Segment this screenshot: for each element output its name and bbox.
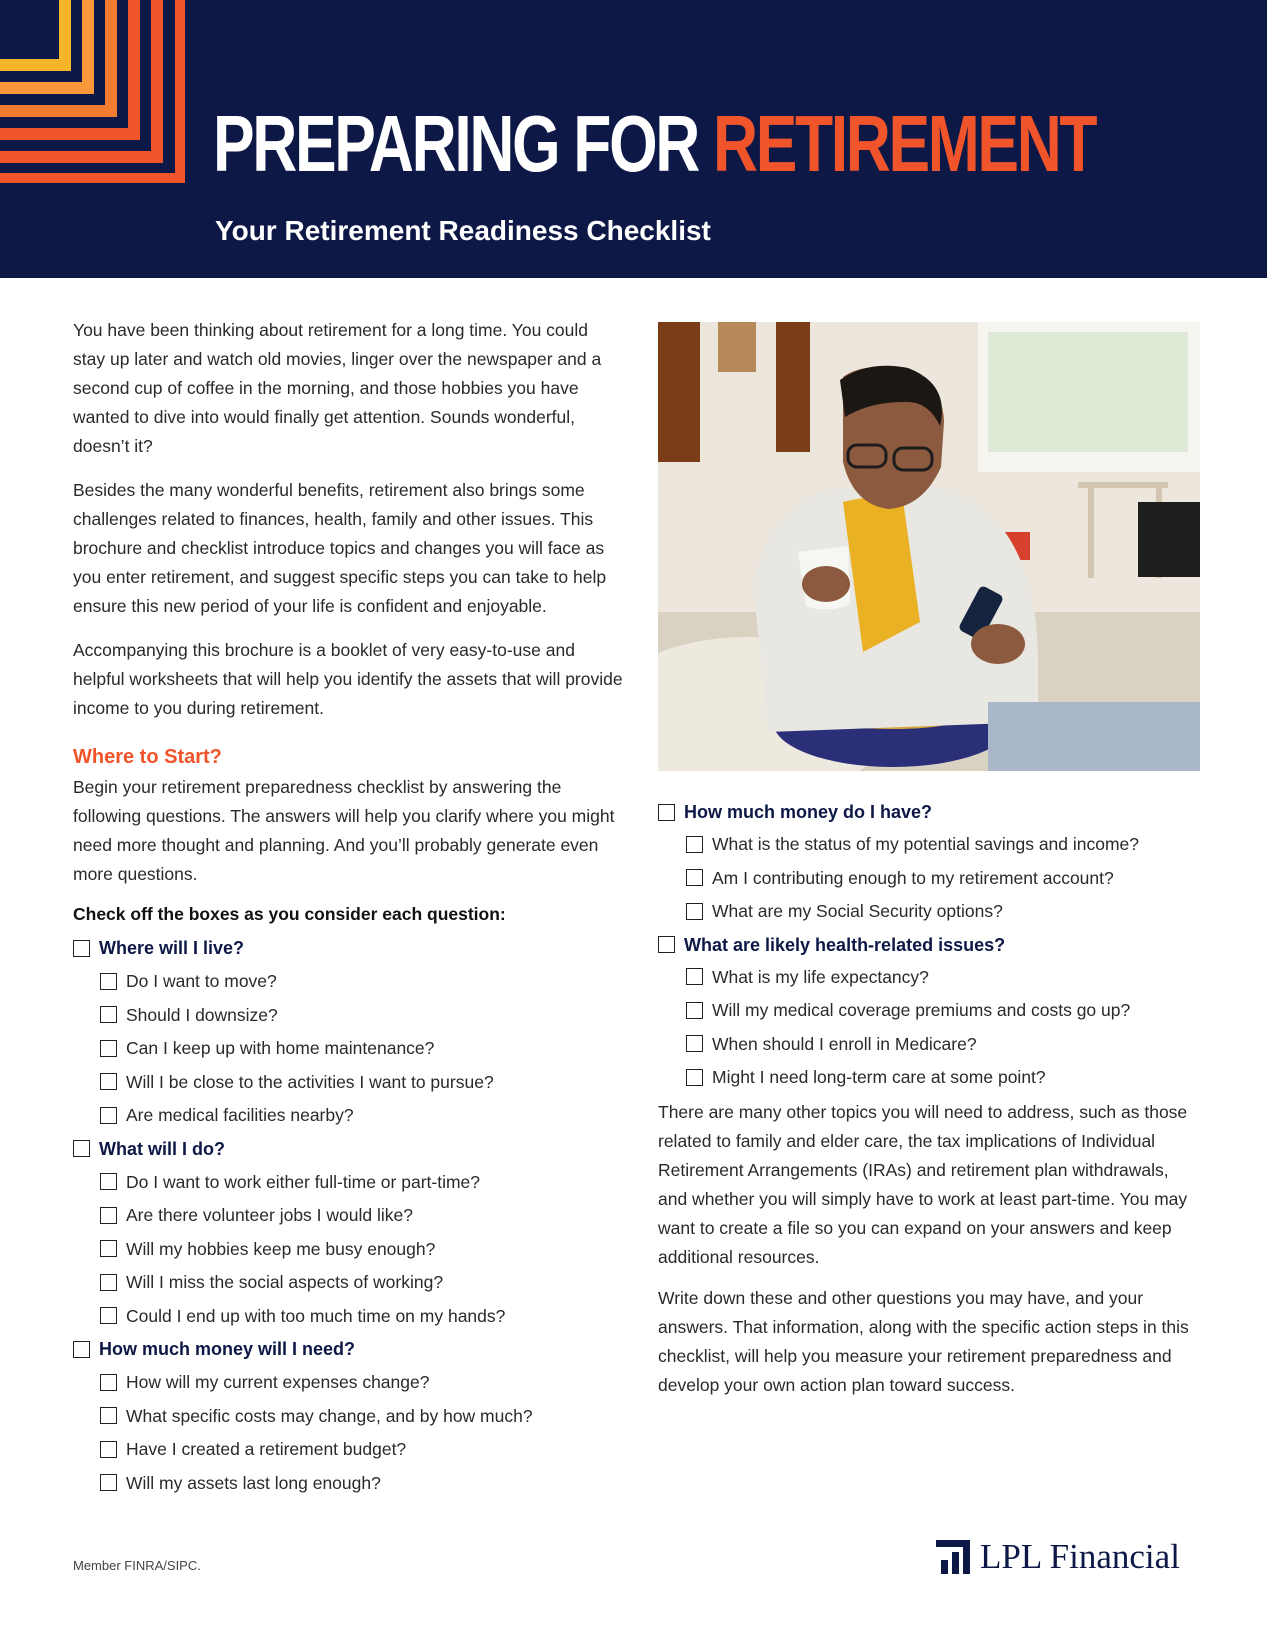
checkbox[interactable] [100,1040,117,1057]
title-main: PREPARING FOR [213,99,713,188]
checklist-item[interactable]: Could I end up with too much time on my hands? [100,1303,623,1329]
decorative-stripes-icon [0,0,200,190]
member-disclosure: Member FINRA/SIPC. [73,1558,201,1573]
checklist-group [73,935,623,1128]
checkbox[interactable] [658,804,675,821]
checkbox[interactable] [73,1341,90,1358]
checklist-question[interactable]: How much money do I have? [658,799,1200,825]
checklist-item[interactable]: Might I need long-term care at some point? [686,1064,1200,1090]
checkbox[interactable] [100,973,117,990]
checklist-item[interactable]: How will my current expenses change? [100,1369,623,1395]
checkbox[interactable] [100,1441,117,1458]
intro-paragraph: Besides the many wonderful benefits, retirement also brings some challenges related to finances, health, family and other issues. This brochure and checklist introduce topics and changes you will face as you enter retirement, and suggest specific steps you can take to help ensure this new period of your life is confident and enjoyable. [73,480,607,616]
checkbox[interactable] [100,1407,117,1424]
closing-paragraph: Write down these and other questions you may have, and your answers. That information, along with the specific action steps in this checklist, will help you measure your retirement preparedness and develop your own action plan toward success. [658,1287,1189,1395]
checkbox[interactable] [686,1069,703,1086]
checkbox[interactable] [686,1002,703,1019]
checklist-instruction: Check off the boxes as you consider each question: [73,904,506,924]
photo-man-with-coffee-and-phone-icon [658,322,1200,771]
checkbox[interactable] [100,1274,117,1291]
checklist-item[interactable]: Should I downsize? [100,1002,623,1028]
checklist-group [658,932,1200,1091]
checkbox[interactable] [686,836,703,853]
page-subtitle: Your Retirement Readiness Checklist [215,215,711,246]
checkbox[interactable] [686,1035,703,1052]
intro-paragraph: Accompanying this brochure is a booklet of very easy-to-use and helpful worksheets that will help you identify the assets that will provide income to you during retirement. [73,640,623,718]
intro-paragraph: You have been thinking about retirement for a long time. You could stay up later and watch old movies, linger over the newspaper and a second cup of coffee in the morning, and those hobbies you have wanted to dive into would finally get attention. Sounds wonderful, doesn’t it? [73,320,602,456]
start-paragraph: Begin your retirement preparedness checklist by answering the following questions. The answers will help you clarify where you might need more thought and planning. And you’ll probably generate even more questions. [73,777,615,884]
header-banner [0,0,1267,278]
checkbox[interactable] [658,936,675,953]
lpl-logo[interactable] [936,1537,1180,1577]
checklist-item[interactable]: What is the status of my potential savings and income? [686,831,1200,857]
checklist-question[interactable]: Where will I live? [73,935,623,961]
checkbox[interactable] [100,1107,117,1124]
checkbox[interactable] [100,1307,117,1324]
checkbox[interactable] [73,940,90,957]
checkbox[interactable] [100,1240,117,1257]
checkbox[interactable] [686,869,703,886]
checklist-item[interactable]: Are there volunteer jobs I would like? [100,1202,623,1228]
closing-paragraph: There are many other topics you will need to address, such as those related to family and elder care, the tax implications of Individual Retirement Arrangements (IRAs) and retirement plan withdrawals, and whether you will simply have to work at least part-time. You may want to create a file so you can expand on your answers and keep additional resources. [658,1101,1188,1267]
checklist-item[interactable]: Will my assets last long enough? [100,1470,623,1496]
checklist-item[interactable]: What is my life expectancy? [686,964,1200,990]
checklist-item[interactable]: Have I created a retirement budget? [100,1436,623,1462]
checkbox[interactable] [100,1073,117,1090]
checklist-item[interactable]: Are medical facilities nearby? [100,1102,623,1128]
page-title [213,96,1095,192]
checkbox[interactable] [73,1140,90,1157]
title-accent: RETIREMENT [712,99,1096,188]
checklist-question[interactable]: What will I do? [73,1136,623,1162]
checklist-item[interactable]: Do I want to move? [100,968,623,994]
checklist-question[interactable]: How much money will I need? [73,1336,623,1362]
checklist-question[interactable]: What are likely health-related issues? [658,932,1200,958]
checklist-item[interactable]: What specific costs may change, and by how much? [100,1403,623,1429]
checklist-item[interactable]: What are my Social Security options? [686,898,1200,924]
checkbox[interactable] [100,1006,117,1023]
logo-text: LPL Financial [980,1537,1180,1576]
checklist-item[interactable]: Will I be close to the activities I want to pursue? [100,1069,623,1095]
left-column [73,316,623,1503]
checkbox[interactable] [100,1474,117,1491]
checklist-item[interactable]: Can I keep up with home maintenance? [100,1035,623,1061]
right-column [658,322,1200,1412]
checklist-item[interactable]: Will my hobbies keep me busy enough? [100,1236,623,1262]
checklist-item[interactable]: Will my medical coverage premiums and costs go up? [686,997,1200,1023]
checklist-item[interactable]: When should I enroll in Medicare? [686,1031,1200,1057]
checklist-group [73,1136,623,1329]
checklist-group [73,1336,623,1496]
section-heading: Where to Start? [73,746,222,768]
checkbox[interactable] [686,968,703,985]
lpl-logo-icon [936,1540,970,1574]
checklist-item[interactable]: Will I miss the social aspects of working? [100,1269,623,1295]
checkbox[interactable] [100,1374,117,1391]
checklist-group [658,799,1200,924]
checkbox[interactable] [100,1207,117,1224]
checkbox[interactable] [100,1173,117,1190]
checkbox[interactable] [686,903,703,920]
checklist-item[interactable]: Do I want to work either full-time or part-time? [100,1169,623,1195]
checklist-item[interactable]: Am I contributing enough to my retirement account? [686,865,1200,891]
